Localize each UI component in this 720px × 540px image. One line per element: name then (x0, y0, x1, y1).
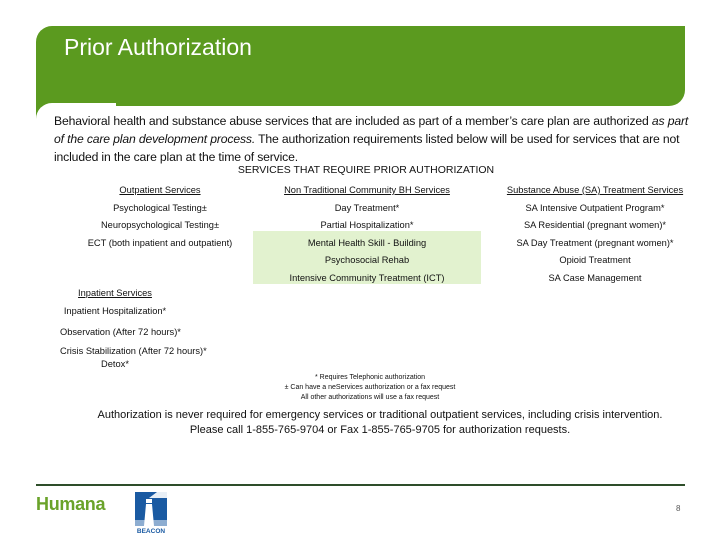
list-item: Inpatient Hospitalization* (63, 306, 167, 316)
list-item: SA Intensive Outpatient Program* (525, 202, 665, 213)
list-item: SA Case Management (548, 272, 642, 283)
inpatient-heading: Inpatient Services (78, 288, 152, 298)
intro-text-1: Behavioral health and substance abuse services that are included as part of a member’s care plan are authorized (54, 114, 652, 128)
beacon-logo-text: BEACON (136, 528, 166, 535)
humana-logo: Humana (36, 494, 106, 514)
column-heading: Substance Abuse (SA) Treatment Services (506, 185, 684, 195)
list-item: Crisis Stabilization (After 72 hours)* (60, 346, 207, 356)
column-heading: Outpatient Services (119, 185, 201, 195)
footnote: * Requires Telephonic authorization (315, 374, 425, 381)
list-item: Day Treatment* (334, 202, 400, 213)
column-substance-abuse (490, 182, 700, 288)
note-line: Please call 1-855-765-9704 or Fax 1-855-765-9705 for authorization requests. (189, 424, 571, 436)
list-item: Psychosocial Rehab (324, 255, 410, 266)
footnote: All other authorizations will use a fax request (300, 394, 440, 401)
beacon-logo (135, 492, 167, 536)
list-item: Partial Hospitalization* (320, 220, 414, 231)
page-number: 8 (676, 504, 681, 513)
footer-divider (36, 484, 685, 486)
intro-text-2: The authorization requirements listed below will be used for services that are not included in the care plan at the time of service. (54, 132, 680, 164)
footnote: ± Can have a neServices authorization or a fax request (284, 384, 456, 391)
list-item: Psychological Testing± (113, 202, 207, 213)
intro-paragraph (54, 112, 694, 166)
list-item: Neuropsychological Testing± (100, 220, 220, 231)
page-title: Prior Authorization (64, 34, 252, 60)
column-heading: Non Traditional Community BH Services (284, 185, 450, 195)
list-item: Mental Health Skill - Building (307, 237, 427, 248)
list-item: Observation (After 72 hours)* (60, 327, 181, 337)
list-item: Intensive Community Treatment (ICT) (289, 272, 445, 283)
list-item: SA Residential (pregnant women)* (523, 220, 667, 231)
list-item: Detox* (101, 359, 129, 369)
intro-text-italic: as part of the care plan development process. (54, 114, 689, 146)
list-item: SA Day Treatment (pregnant women)* (516, 237, 674, 248)
section-title: SERVICES THAT REQUIRE PRIOR AUTHORIZATION (237, 164, 495, 176)
list-item: ECT (both inpatient and outpatient) (87, 237, 233, 248)
column-outpatient (80, 182, 240, 252)
column-community (253, 182, 481, 288)
list-item: Opioid Treatment (559, 255, 631, 266)
note-line: Authorization is never required for emergency services or traditional outpatient services, including crisis intervention. (97, 409, 663, 421)
lighthouse-icon (135, 492, 167, 526)
